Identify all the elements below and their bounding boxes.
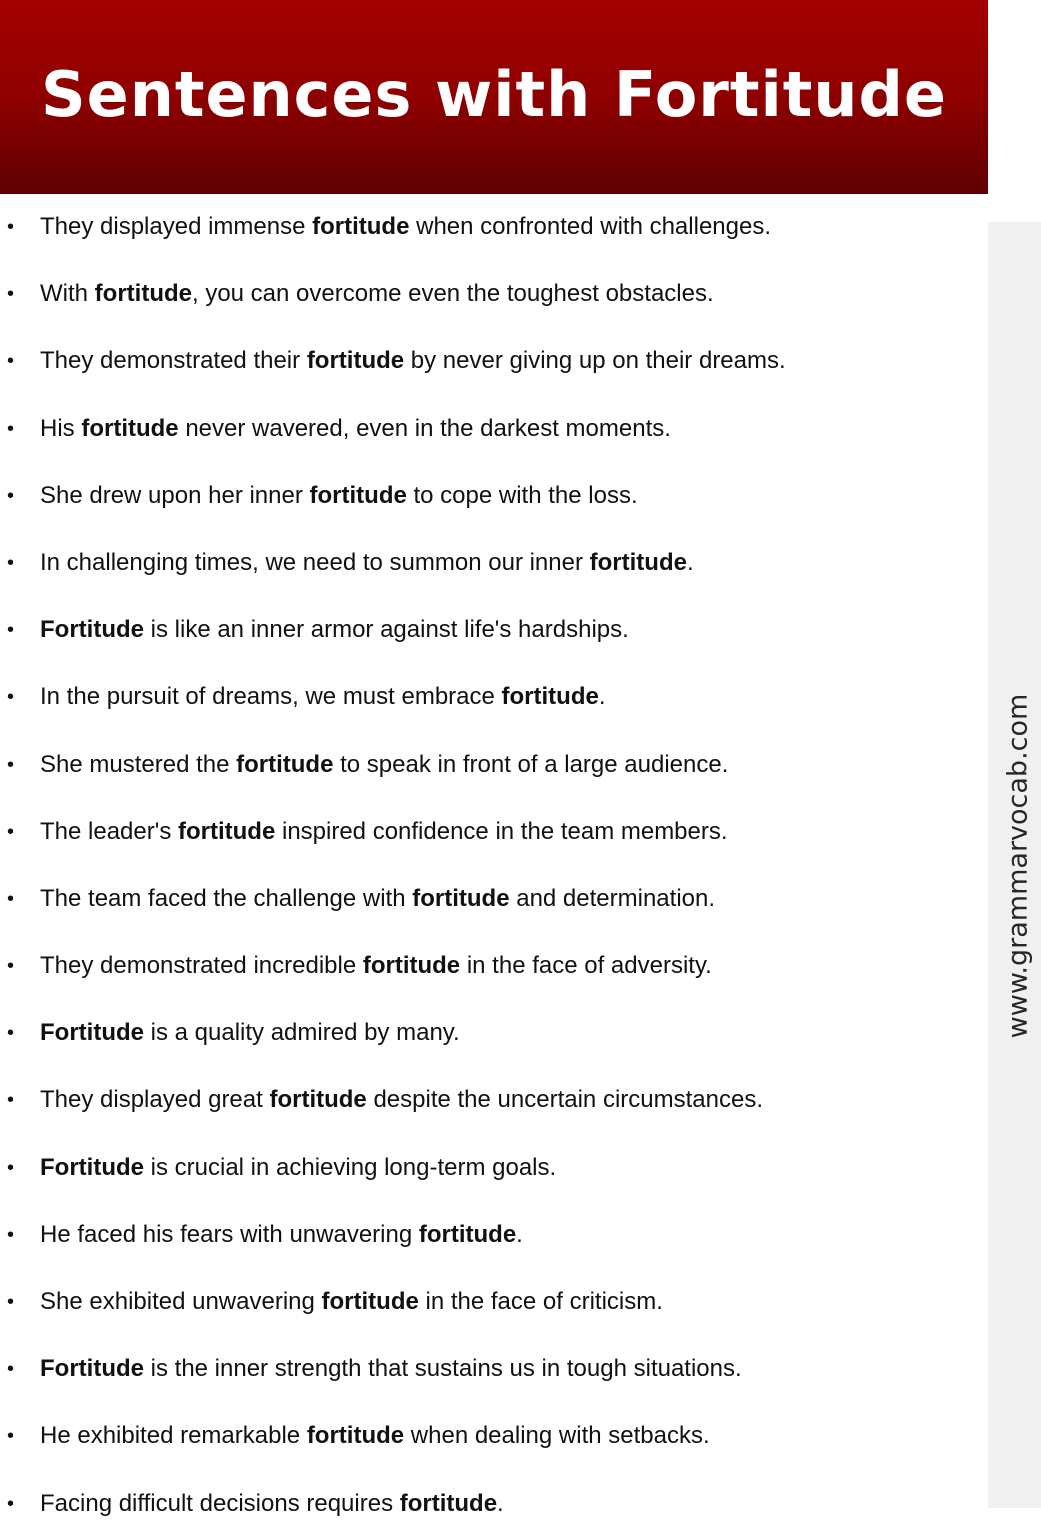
sentence-text-before: In challenging times, we need to summon our inner: [40, 548, 590, 576]
sentence-text-before: His: [40, 414, 82, 442]
bullet-icon: •: [7, 283, 15, 306]
keyword: fortitude: [418, 1220, 517, 1248]
sentence-text-after: inspired confidence in the team members.: [275, 817, 728, 845]
sentence-text-after: in the face of criticism.: [418, 1288, 663, 1315]
keyword: fortitude: [81, 414, 179, 442]
list-item: [0, 1270, 985, 1337]
sentence-text-after: is crucial in achieving long-term goals.: [143, 1153, 557, 1181]
keyword: Fortitude: [40, 1355, 144, 1383]
list-item: [0, 934, 985, 1001]
bullet-icon: •: [7, 1089, 15, 1112]
list-item: [0, 733, 985, 800]
sentence-text-after: by never giving up on their dreams.: [404, 347, 786, 375]
list-item: [0, 464, 985, 531]
website-watermark: www.grammarvocab.com: [1002, 693, 1034, 1039]
sentence-text-before: Facing difficult decisions requires: [40, 1489, 400, 1517]
bullet-icon: •: [7, 1291, 15, 1313]
sentence-text-after: and determination.: [509, 884, 716, 912]
keyword: Fortitude: [40, 1153, 144, 1181]
keyword: fortitude: [312, 213, 410, 240]
list-item: [0, 665, 985, 732]
sentence-text-after: is a quality admired by many.: [143, 1019, 460, 1047]
keyword: fortitude: [589, 548, 687, 576]
keyword: Fortitude: [40, 616, 144, 644]
sentence-text-after: is like an inner armor against life's hardships.: [143, 616, 629, 644]
sentence-text-before: She mustered the: [40, 750, 237, 778]
bullet-icon: •: [7, 820, 15, 843]
sentence-text-before: The leader's: [40, 817, 178, 845]
sentence-text-before: They displayed immense: [40, 213, 313, 240]
title-banner: [0, 0, 988, 194]
keyword: fortitude: [269, 1086, 367, 1114]
keyword: fortitude: [412, 884, 510, 912]
sentence-text-after: in the face of adversity.: [460, 952, 712, 980]
list-item: [0, 867, 985, 934]
keyword: fortitude: [321, 1288, 419, 1315]
bullet-icon: •: [7, 753, 15, 776]
list-item: [0, 800, 985, 867]
bullet-icon: •: [7, 619, 15, 642]
keyword: fortitude: [399, 1489, 498, 1517]
keyword: fortitude: [236, 750, 334, 778]
sentence-text-before: With: [40, 280, 95, 308]
sentence-text-after: .: [497, 1489, 504, 1517]
list-item: [0, 1472, 985, 1539]
sentence-text-after: .: [686, 548, 694, 576]
bullet-icon: •: [7, 350, 15, 373]
keyword: fortitude: [94, 280, 192, 308]
bullet-icon: •: [7, 1358, 15, 1381]
list-item: [0, 1136, 985, 1203]
bullet-icon: •: [7, 686, 15, 709]
list-item: [0, 397, 985, 464]
sentence-text-after: when confronted with challenges.: [409, 213, 771, 240]
bullet-icon: •: [7, 955, 15, 978]
sentence-text-after: to cope with the loss.: [406, 481, 638, 509]
list-item: [0, 1203, 985, 1270]
bullet-icon: •: [7, 484, 15, 507]
sentence-text-after: never wavered, even in the darkest moments.: [178, 414, 671, 442]
bullet-icon: •: [7, 1425, 15, 1448]
keyword: fortitude: [178, 817, 276, 845]
bullet-icon: •: [7, 551, 15, 574]
list-item: [0, 195, 985, 262]
sentence-text-before: She exhibited unwavering: [40, 1288, 322, 1315]
bullet-icon: •: [7, 1492, 15, 1515]
sentence-text-after: despite the uncertain circumstances.: [366, 1086, 763, 1114]
sentence-text-after: to speak in front of a large audience.: [333, 750, 729, 778]
sentence-text-before: He faced his fears with unwavering: [40, 1220, 419, 1248]
list-item: [0, 1404, 985, 1471]
keyword: fortitude: [306, 1422, 405, 1450]
bullet-icon: •: [7, 417, 15, 440]
sentence-text-before: They displayed great: [40, 1086, 270, 1114]
list-item: [0, 1068, 985, 1135]
page-title: Sentences with Fortitude: [41, 57, 947, 131]
sentence-text-after: , you can overcome even the toughest obstacles.: [191, 280, 714, 308]
sentence-text-after: .: [598, 683, 606, 711]
list-item: [0, 262, 985, 329]
sentence-text-before: In the pursuit of dreams, we must embrace: [40, 683, 502, 711]
sentence-text-before: They demonstrated incredible: [40, 952, 363, 980]
sentence-text-before: They demonstrated their: [40, 347, 307, 375]
bullet-icon: •: [7, 1223, 15, 1246]
sentence-text-before: She drew upon her inner: [40, 481, 310, 509]
sentence-text-after: when dealing with setbacks.: [404, 1422, 710, 1450]
sentence-text-before: The team faced the challenge with: [40, 884, 413, 912]
keyword: fortitude: [362, 952, 461, 980]
keyword: fortitude: [306, 347, 405, 375]
bullet-icon: •: [7, 216, 15, 238]
sentence-list: [0, 195, 985, 1539]
list-item: [0, 1337, 985, 1404]
list-item: [0, 1001, 985, 1068]
keyword: fortitude: [501, 683, 599, 711]
bullet-icon: •: [7, 887, 15, 910]
keyword: fortitude: [309, 481, 407, 509]
sentence-text-before: He exhibited remarkable: [40, 1422, 307, 1450]
bullet-icon: •: [7, 1156, 15, 1179]
sentence-text-after: .: [516, 1220, 523, 1248]
list-item: [0, 531, 985, 598]
bullet-icon: •: [7, 1022, 15, 1045]
keyword: Fortitude: [40, 1019, 144, 1047]
list-item: [0, 598, 985, 665]
list-item: [0, 329, 985, 396]
sentence-text-after: is the inner strength that sustains us in tough situations.: [143, 1355, 742, 1383]
